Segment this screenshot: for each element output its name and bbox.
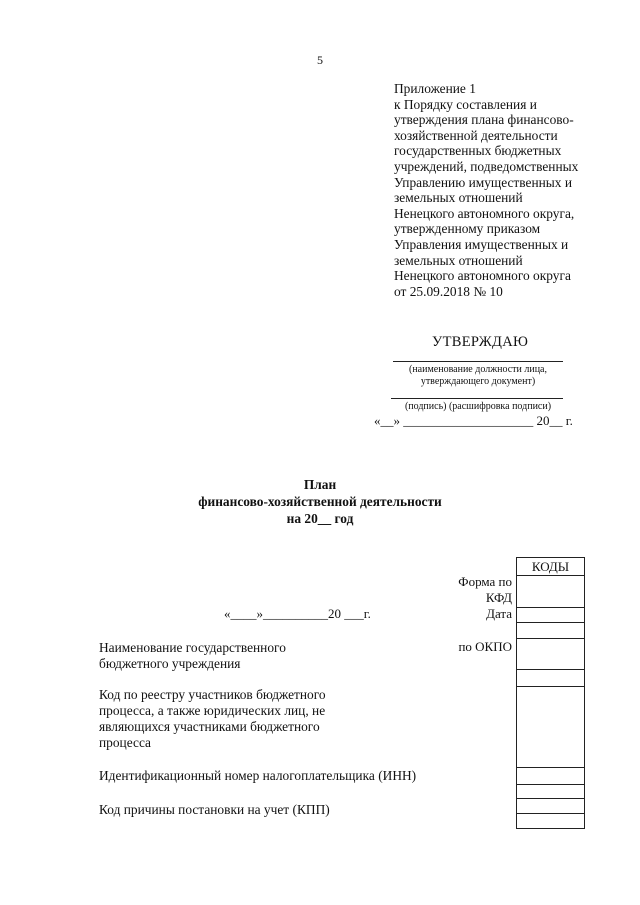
codes-row-divider xyxy=(517,798,584,799)
position-caption-line-2: утверждающего документ) xyxy=(420,376,536,387)
appendix-line: утверждения плана финансово- xyxy=(394,112,574,128)
appendix-block xyxy=(394,81,634,299)
plan-title-line-1: План xyxy=(303,477,337,492)
appendix-line: хозяйственной деятельности xyxy=(394,127,558,143)
appendix-line: от 25.09.2018 № 10 xyxy=(394,283,503,299)
codes-row-divider xyxy=(517,686,584,687)
institution-name-label xyxy=(99,640,286,672)
plan-title-line-3: на 20__ год xyxy=(286,511,354,526)
registry-code-line-2: процесса, а также юридических лиц, не xyxy=(99,703,326,718)
position-caption xyxy=(380,364,576,388)
signature-line xyxy=(391,398,563,399)
kfd-label: КФД xyxy=(485,590,512,605)
appendix-line: к Порядку составления и xyxy=(394,96,537,112)
codes-row-divider xyxy=(517,607,584,608)
appendix-line: Ненецкого автономного округа, xyxy=(394,205,575,221)
registry-code-line-1: Код по реестру участников бюджетного xyxy=(99,687,326,702)
inn-label: Идентификационный номер налогоплательщика (ИНН) xyxy=(99,768,417,783)
codes-row-divider xyxy=(517,638,584,639)
codes-table xyxy=(516,557,585,829)
codes-row-divider xyxy=(517,622,584,623)
position-line xyxy=(393,361,563,362)
registry-code-label xyxy=(99,687,326,751)
plan-title xyxy=(0,476,640,527)
appendix-line: Приложение 1 xyxy=(394,81,476,96)
approval-title: УТВЕРЖДАЮ xyxy=(432,334,529,350)
registry-code-line-3: являющихся участниками бюджетного xyxy=(99,719,320,734)
institution-name-line-1: Наименование государственного xyxy=(99,640,286,655)
okpo-label: по ОКПО xyxy=(458,639,512,654)
codes-row-divider xyxy=(517,784,584,785)
date-label: Дата xyxy=(486,606,512,621)
appendix-line: утвержденному приказом xyxy=(394,221,541,237)
plan-title-line-2: финансово-хозяйственной деятельности xyxy=(198,494,442,509)
approval-date-line: «__» ____________________ 20__ г. xyxy=(374,413,573,428)
appendix-line: государственных бюджетных xyxy=(394,143,562,159)
kpp-label: Код причины постановки на учет (КПП) xyxy=(99,802,330,817)
appendix-line: земельных отношений xyxy=(394,252,523,268)
codes-row-divider xyxy=(517,669,584,670)
codes-row-divider xyxy=(517,767,584,768)
codes-header: КОДЫ xyxy=(517,558,584,576)
appendix-line: Управления имущественных и xyxy=(394,236,569,252)
institution-name-line-2: бюджетного учреждения xyxy=(99,656,241,671)
form-date-line: «____»__________20 ___г. xyxy=(224,606,371,621)
signature-caption: (подпись) (расшифровка подписи) xyxy=(404,401,552,412)
appendix-line: Управлению имущественных и xyxy=(394,174,573,190)
position-caption-line-1: (наименование должности лица, xyxy=(408,364,547,375)
page-number: 5 xyxy=(317,53,323,67)
appendix-line: учреждений, подведомственных xyxy=(394,158,579,174)
form-label: Форма по xyxy=(458,574,512,589)
codes-row-divider xyxy=(517,813,584,814)
appendix-line: Ненецкого автономного округа xyxy=(394,268,571,284)
registry-code-line-4: процесса xyxy=(99,735,151,750)
appendix-line: земельных отношений xyxy=(394,190,523,206)
